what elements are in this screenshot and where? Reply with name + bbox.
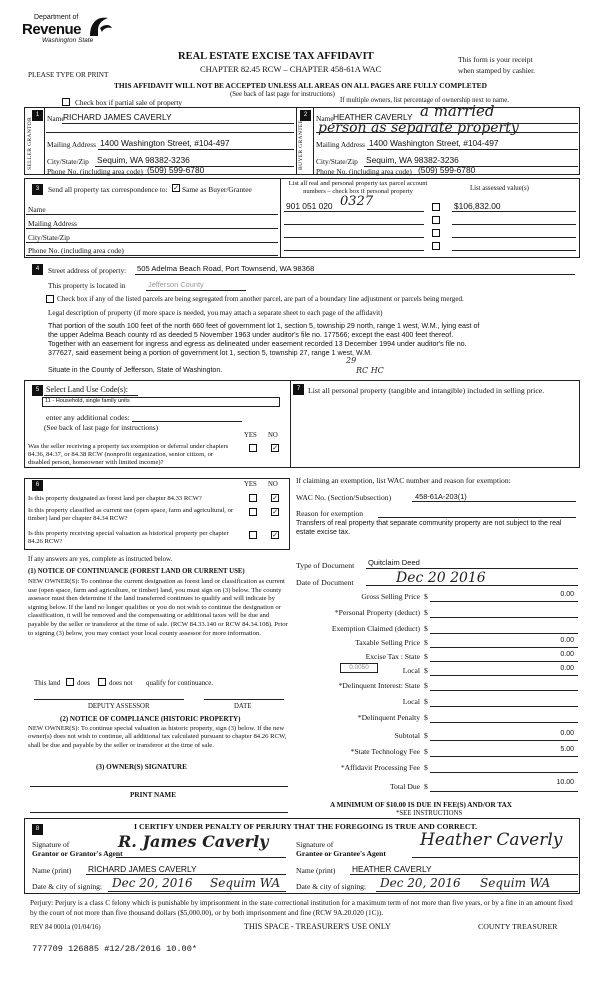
tax-line-label: *Delinquent Penalty [357,713,420,722]
tax-line-label: Total Due [389,782,420,791]
segregated-label: Check box if any of the listed parcels are being segregated from another parcel, are part of a boundary line adjustment or parcels being merged. [57,295,464,303]
certify-statement: I CERTIFY UNDER PENALTY OF PERJURY THAT THE FOREGOING IS TRUE AND CORRECT. [134,822,478,831]
grantor-signature[interactable]: R. James Caverly [118,832,269,851]
wac-value[interactable]: 458-61A-203(1) [415,492,467,501]
tax-line-dollar: $ [424,652,428,661]
does-not-checkbox[interactable] [98,678,106,686]
assessed-value[interactable]: $106,832.00 [454,201,501,211]
grantor-print-name[interactable]: RICHARD JAMES CAVERLY [88,864,197,874]
personal-property-checkbox-3[interactable] [432,229,440,237]
section-number-2: 2 [300,110,311,121]
tax-line-value[interactable]: 0.00 [560,730,574,737]
seller-side-label: SELLER GRANTOR [27,116,33,170]
deputy-assessor-label: DEPUTY ASSESSOR [88,703,150,710]
correspondence-address-label: Mailing Address [28,219,78,228]
legal-line-2: the upper Adelma Beach county rd as deeded 5 November 1963 under auditor's file no. 177566; except the east 400 feet thereof. [48,331,454,339]
notice1-text: NEW OWNER(S): To continue the current designation as forest land or classification as current use (open space, farm and agriculture, or timber) land, you must sign on (3) below. The county assessor must then determine if the land transferred continues to qualify and will indicate by signing below. If the land no longer qualifies or you do not wish to continue the designation or classification, it will be removed and the compensating or additional taxes will be due and payable by the seller or transferor at the time of sale. (RCW 84.33.140 or RCW 84.34.108). Prior to signing (3) below, you may contact your local county assessor for more information. [28,578,288,637]
revenue-logo-mark-icon [86,14,114,40]
grantor-date[interactable]: Dec 20, 2016 [112,876,193,890]
forest-no-checkbox[interactable]: ✓ [272,494,278,502]
buyer-city[interactable]: Sequim, WA 98382-3236 [366,155,459,165]
tax-line-label: Local [402,666,420,675]
grantor-city[interactable]: Sequim WA [210,876,281,890]
does-checkbox[interactable] [66,678,74,686]
buyer-city-label: City/State/Zip [316,157,358,166]
wac-label: WAC No. (Section/Subsection) [296,493,392,502]
send-correspondence-label: Send all property tax correspondence to: [48,185,168,194]
grantee-sig-label-1: Signature of [296,840,334,849]
print-note: PLEASE TYPE OR PRINT [28,71,109,79]
grantee-signature[interactable]: Heather Caverly [420,830,563,850]
multi-owner-label: If multiple owners, list percentage of ownership next to name. [340,97,509,104]
does-not-label: does not [109,679,133,687]
print-name-label: PRINT NAME [130,791,176,799]
buyer-handwritten-line2: person as separate property [318,120,519,136]
tax-line-label: *Affidavit Processing Fee [340,763,420,772]
tax-line-dollar: $ [424,782,428,791]
tax-line-label: Gross Selling Price [361,592,420,601]
section-number-7: 7 [293,384,304,395]
parcel-number[interactable]: 901 051 020 [286,201,333,211]
buyer-phone-label: Phone No. (including area code) [316,167,412,176]
treasurer-stamp: 777709 126885 #12/28/2016 10.00* [32,944,198,954]
legal-line-1: That portion of the south 100 feet of the north 660 feet of government lot 1, section 5, township 29 north, range 1 west, W.M., lying east of [48,322,480,330]
assessed-header: List assessed value(s) [470,185,529,192]
exemption-no-checkbox[interactable]: ✓ [272,444,278,452]
legal-initials: RC HC [356,366,384,375]
forest-question: Is this property designated as forest land per chapter 84.33 RCW? [28,495,202,502]
tax-line-value[interactable]: 5.00 [560,746,574,753]
does-label: does [77,679,90,687]
grantee-date-label: Date & city of signing: [296,882,367,891]
form-title: REAL ESTATE EXCISE TAX AFFIDAVIT [178,51,374,62]
receipt-note-1: This form is your receipt [458,55,533,64]
legal-line-4: 377627, said easement being a portion of government lot 1, section 5, township 27, range 1 west, W.M. [48,349,373,357]
reason-value[interactable]: Transfers of real property that separate community property are not subject to the real estate excise tax. [296,520,562,536]
assessor-date-label: DATE [234,703,252,710]
tax-line-value[interactable]: 0.00 [560,591,574,598]
correspondence-name-label: Name [28,205,46,214]
section-number-8: 8 [32,824,43,835]
doc-date[interactable]: Dec 20 2016 [396,570,486,586]
tax-line-label: Subtotal [394,731,420,740]
buyer-address[interactable]: 1400 Washington Street, #104-497 [369,138,499,148]
grantor-date-label: Date & city of signing: [32,882,103,891]
form-warning: THIS AFFIDAVIT WILL NOT BE ACCEPTED UNLESS ALL AREAS ON ALL PAGES ARE FULLY COMPLETED [114,81,487,90]
tax-line-dollar: $ [424,747,428,756]
grantee-city[interactable]: Sequim WA [480,876,551,890]
county-treasurer: COUNTY TREASURER [478,922,558,931]
segregated-checkbox[interactable] [46,295,54,303]
tax-line-dollar: $ [424,763,428,772]
tax-line-value[interactable]: 10.00 [556,779,574,786]
tax-line-value[interactable]: 0.00 [560,651,574,658]
personal-property-checkbox-2[interactable] [432,216,440,224]
treasurer-space: THIS SPACE - TREASURER'S USE ONLY [244,922,391,931]
tax-line-dollar: $ [424,681,428,690]
tax-line-label: *Personal Property (deduct) [334,608,420,617]
sec6-yes-header: YES [244,481,257,488]
correspondence-phone-label: Phone No. (including area code) [28,246,124,255]
parcel-handwritten: 0327 [340,194,374,209]
county-value[interactable]: Jefferson County [148,280,204,289]
seller-phone-label: Phone No. (including area code) [47,167,143,176]
seller-name[interactable]: RICHARD JAMES CAVERLY [63,112,172,122]
tax-line-dollar: $ [424,666,428,675]
personal-property-checkbox-4[interactable] [432,242,440,250]
seller-city[interactable]: Sequim, WA 98382-3236 [97,155,190,165]
current-use-no-checkbox[interactable]: ✓ [272,508,278,516]
current-use-question: Is this property classified as current use (open space, farm and agricultural, or timber) land per chapter 84.34 RCW? [28,507,234,522]
see-instructions: *SEE INSTRUCTIONS [396,810,463,817]
tax-line-value[interactable]: 0.00 [560,637,574,644]
legal-correction: 29 [346,356,357,365]
owner-signature-title: (3) OWNER(S) SIGNATURE [96,763,187,771]
tax-line-dollar: $ [424,731,428,740]
land-use-see-back: (See back of last page for instructions) [44,423,159,432]
agency-line1: Department of [34,14,79,21]
section-number-3: 3 [32,184,43,195]
agency-line3: Washington State [42,37,94,44]
buyer-name-label: Name [316,114,334,123]
tax-line-dollar: $ [424,713,428,722]
exemption-claim-label: If claiming an exemption, list WAC number and reason for exemption: [296,476,511,485]
tax-line-label: Taxable Selling Price [355,638,420,647]
form-revision: REV 84 0001a (01/04/16) [30,924,101,931]
parcel-header: List all real and personal property tax parcel account numbers – check box if personal property [288,180,428,195]
tax-line-label: Excise Tax : State [365,652,420,661]
if-yes-note: If any answers are yes, complete as instructed below. [28,556,173,563]
correspondence-city-label: City/State/Zip [28,233,70,242]
historic-yes-checkbox[interactable] [249,531,257,539]
street-address-label: Street address of property: [48,266,127,275]
buyer-side-label: BUYER GRANTEE [298,119,304,170]
notice1-title: (1) NOTICE OF CONTINUANCE (FOREST LAND OR CURRENT USE) [28,568,245,575]
seller-phone[interactable]: (509) 599-6780 [147,165,205,175]
buyer-phone[interactable]: (509) 599-6780 [418,165,476,175]
buyer-name-handwritten: a married [420,102,495,120]
county-label: This property is located in [48,281,126,290]
receipt-note-2: when stamped by cashier. [458,66,536,75]
tax-line-label: Local [402,697,420,706]
grantor-sig-label-1: Signature of [32,840,70,849]
grantee-print-name[interactable]: HEATHER CAVERLY [352,864,432,874]
form-instructions: (See back of last page for instructions) [230,91,335,98]
exemption-question: Was the seller receiving a property tax exemption or deferral under chapters 84.36, 84.37, or 84.38 RCW (nonprofit organization, senior citizen, or disabled person, homeowner with limited income)? [28,443,229,466]
additional-codes-label: enter any additional codes: [46,413,130,422]
tax-line-dollar: $ [424,592,428,601]
tax-line-dollar: $ [424,638,428,647]
seller-name-label: Name [47,114,65,123]
perjury-statement: Perjury: Perjury is a class C felony which is punishable by imprisonment in the state correctional institution for a maximum term of not more than five years, or by a fine in an amount fixed by the court of not more than five thousand dollars ($5,000.00), or by both imprisonment and fine (RCW 9A.20.020 (1C)). [30,899,573,917]
tax-line-label: Exemption Claimed (deduct) [331,624,420,633]
form-chapter: CHAPTER 82.45 RCW – CHAPTER 458-61A WAC [200,64,382,74]
current-use-yes-checkbox[interactable] [249,508,257,516]
notice2-text: NEW OWNER(S): To continue special valuation as historic property, sign (3) below. If the new owner(s) does not wish to continue, all additional tax calculated pursuant to chapter 84.26 RCW, shall be due and payable by the seller or transferor at the time of sale. [28,725,287,749]
legal-description-label: Legal description of property (if more space is needed, you may attach a separate sheet to each page of the affidavit) [48,309,383,317]
seller-address-label: Mailing Address [47,140,97,149]
historic-question: Is this property receiving special valuation as historical property per chapter 84.26 RCW? [28,530,229,545]
tax-line-dollar: $ [424,608,428,617]
seller-address[interactable]: 1400 Washington Street, #104-497 [100,138,230,148]
seller-city-label: City/State/Zip [47,157,89,166]
sec5-yes-header: YES [244,432,257,439]
situated-line: Situate in the County of Jefferson, State of Washington. [48,366,223,374]
tax-line-label: *State Technology Fee [350,747,420,756]
grantor-name-label: Name (print) [32,866,72,875]
grantee-name-label: Name (print) [296,866,336,875]
tax-line-dollar: $ [424,624,428,633]
doc-type[interactable]: Quitclaim Deed [368,558,420,567]
same-as-buyer-label: Same as Buyer/Grantee [182,185,252,194]
personal-property-label: List all personal property (tangible and intangible) included in selling price. [308,386,545,395]
tax-line-dollar: $ [424,697,428,706]
sec6-no-header: NO [268,481,278,488]
notice2-title: (2) NOTICE OF COMPLIANCE (HISTORIC PROPERTY) [60,715,241,723]
land-use-label: Select Land Use Code(s): [46,385,128,394]
section-number-6: 6 [32,480,43,491]
buyer-address-label: Mailing Address [316,140,366,149]
legal-line-3: Together with an easement for ingress and egress as delineated under easement recorded 13 December 1994 under auditor's file no. [48,340,467,348]
historic-no-checkbox[interactable]: ✓ [272,531,278,539]
partial-sale-label: Check box if partial sale of property [75,98,183,107]
reason-label: Reason for exemption [296,509,364,518]
local-rate-field[interactable]: 0.0050 [340,663,378,673]
section-number-5: 5 [32,385,43,396]
tax-line-value[interactable]: 0.00 [560,665,574,672]
section-number-1: 1 [32,110,43,121]
sec5-no-header: NO [268,432,278,439]
doc-type-label: Type of Document [296,561,355,570]
this-land-label: This land [34,679,61,687]
partial-sale-checkbox[interactable] [62,98,70,106]
grantee-sig-label-2: Grantee or Grantee's Agent [296,849,386,858]
tax-line-label: *Delinquent Interest: State [338,681,420,690]
same-as-buyer-checkbox[interactable]: ✓ [173,184,179,192]
grantee-date[interactable]: Dec 20, 2016 [380,876,461,890]
exemption-yes-checkbox[interactable] [249,444,257,452]
minimum-note: A MINIMUM OF $10.00 IS DUE IN FEE(S) AND/OR TAX [330,801,512,809]
grantor-sig-label-2: Grantor or Grantor's Agent [32,849,123,858]
doc-date-label: Date of Document [296,578,354,587]
land-use-value: 11 - Household, single family units [45,398,130,404]
buyer-name[interactable]: HEATHER CAVERLY [333,112,413,122]
qualify-label: qualify for continuance. [146,679,214,687]
agency-line2: Revenue [22,21,82,38]
forest-yes-checkbox[interactable] [249,494,257,502]
street-address[interactable]: 505 Adelma Beach Road, Port Townsend, WA 98368 [137,264,315,273]
section-number-4: 4 [32,264,43,275]
personal-property-checkbox-1[interactable] [432,203,440,211]
